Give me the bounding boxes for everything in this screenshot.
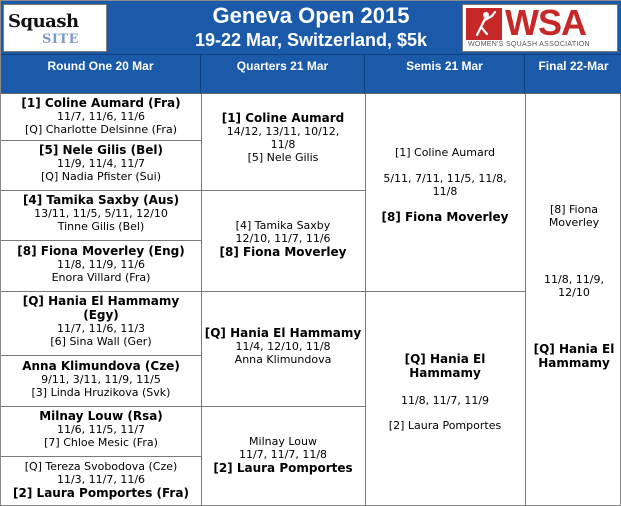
- match-loser: Tinne Gilis (Bel): [57, 220, 145, 233]
- match-score: 11/8, 11/7, 11/9: [400, 394, 490, 407]
- match-loser: [4] Tamika Saxby: [235, 219, 331, 232]
- grid-divider: [1, 456, 201, 457]
- match-loser: [Q] Charlotte Delsinne (Fra): [25, 123, 177, 136]
- semi-final-2: [381, 352, 509, 432]
- match-winner: [Q] Hania El Hammamy: [404, 352, 486, 380]
- logo-left-line2: SITE: [42, 32, 80, 47]
- grid-divider: [525, 94, 526, 506]
- match-score: 5/11, 7/11, 11/5, 11/8, 11/8: [383, 172, 507, 198]
- round-one-match-2: [2, 143, 200, 183]
- match-score: 11/4, 12/10, 11/8: [235, 340, 331, 353]
- match-score: 11/6, 11/5, 11/7: [56, 423, 146, 436]
- grid-divider: [1, 355, 201, 356]
- column-date: 20 Mar: [115, 59, 154, 73]
- match-winner: [2] Laura Pomportes: [213, 461, 353, 475]
- match-winner: Milnay Louw (Rsa): [39, 409, 163, 423]
- match-loser: [6] Sina Wall (Ger): [50, 335, 152, 348]
- match-score: 13/11, 11/5, 5/11, 12/10: [34, 207, 168, 220]
- match-score: 11/8, 11/9, 12/10: [544, 273, 604, 299]
- match-winner: [2] Laura Pomportes (Fra): [13, 486, 189, 500]
- page-title: Geneva Open 2015: [212, 3, 410, 28]
- header-banner: [1, 1, 621, 55]
- match-winner: [4] Tamika Saxby (Aus): [22, 193, 180, 207]
- round-one-match-5: [17, 294, 185, 348]
- round-one-match-3: [2, 193, 200, 233]
- grid-divider: [1, 190, 201, 191]
- match-score: 11/7, 11/6, 11/6: [56, 110, 146, 123]
- match-score: 14/12, 13/11, 10/12, 11/8: [226, 125, 340, 151]
- match-winner: [Q] Hania El Hammamy (Egy): [22, 294, 180, 322]
- grid-divider: [201, 406, 365, 407]
- semi-final-1: [366, 146, 524, 224]
- match-winner: [1] Coline Aumard: [221, 111, 345, 125]
- round-one-match-4: [2, 244, 200, 284]
- match-winner: [8] Fiona Moverley: [381, 210, 509, 224]
- match-score: 12/10, 11/7, 11/6: [235, 232, 331, 245]
- quarter-final-3: [202, 326, 364, 366]
- round-one-match-1: [2, 96, 200, 136]
- column-header-quarters: [201, 55, 365, 94]
- wsa-logo-tagline: WOMEN'S SQUASH ASSOCIATION: [468, 41, 590, 48]
- final-match: [533, 203, 615, 370]
- match-loser: [3] Linda Hruzikova (Svk): [31, 386, 171, 399]
- page-subtitle: 19-22 Mar, Switzerland, $5k: [194, 30, 428, 50]
- match-winner: [5] Nele Gilis (Bel): [39, 143, 163, 157]
- match-loser: [Q] Tereza Svobodova (Cze): [24, 460, 178, 473]
- logo-left-line1: Squash: [8, 11, 79, 32]
- quarter-final-2: [202, 219, 364, 259]
- wsa-logo-text: WSA: [505, 2, 586, 43]
- column-name: Quarters: [236, 59, 287, 73]
- match-score: 11/7, 11/6, 11/3: [56, 322, 146, 335]
- grid-divider: [1, 406, 201, 407]
- match-loser: [Q] Nadia Pfister (Sui): [41, 170, 161, 183]
- match-score: 11/7, 11/7, 11/8: [238, 448, 328, 461]
- squashsite-logo: [3, 4, 107, 52]
- column-name: Round One: [47, 59, 113, 73]
- match-score: 11/8, 11/9, 11/6: [56, 258, 146, 271]
- match-loser: [5] Nele Gilis: [247, 151, 319, 164]
- match-winner: Anna Klimundova (Cze): [22, 359, 180, 373]
- grid-divider: [201, 190, 365, 191]
- match-loser: [1] Coline Aumard: [394, 146, 496, 159]
- column-date: 22-Mar: [569, 59, 609, 73]
- column-header-final: [525, 55, 621, 94]
- grid-divider: [1, 240, 201, 241]
- match-score: 11/3, 11/7, 11/6: [56, 473, 146, 486]
- match-loser: Milnay Louw: [249, 435, 317, 448]
- match-loser: [2] Laura Pomportes: [388, 419, 502, 432]
- column-date: 21 Mar: [444, 59, 483, 73]
- match-loser: [7] Chloe Mesic (Fra): [44, 436, 158, 449]
- column-name: Final: [538, 59, 567, 73]
- match-score: 9/11, 3/11, 11/9, 11/5: [41, 373, 161, 386]
- round-one-match-8: [2, 460, 200, 500]
- grid-divider: [1, 291, 201, 292]
- match-score: 11/9, 11/4, 11/7: [56, 157, 146, 170]
- match-winner: [8] Fiona Moverley (Eng): [17, 244, 185, 258]
- match-loser: [8] Fiona Moverley: [548, 203, 600, 229]
- squash-player-icon: [466, 8, 502, 40]
- column-header-round-one: [1, 55, 201, 94]
- grid-divider: [1, 140, 201, 141]
- match-winner: [8] Fiona Moverley: [219, 245, 347, 259]
- wsa-logo: [462, 4, 618, 52]
- column-date: 21 Mar: [290, 59, 329, 73]
- round-one-match-7: [2, 409, 200, 449]
- quarter-final-4: [202, 435, 364, 475]
- grid-divider: [365, 291, 525, 292]
- match-loser: Enora Villard (Fra): [51, 271, 151, 284]
- column-name: Semis: [406, 59, 442, 73]
- match-winner: [1] Coline Aumard (Fra): [21, 96, 181, 110]
- match-winner: [Q] Hania El Hammamy: [204, 326, 362, 340]
- round-one-match-6: [2, 359, 200, 399]
- quarter-final-1: [202, 111, 364, 164]
- match-loser: Anna Klimundova: [234, 353, 332, 366]
- column-header-semis: [365, 55, 525, 94]
- match-winner: [Q] Hania El Hammamy: [533, 342, 615, 370]
- grid-divider: [201, 291, 365, 292]
